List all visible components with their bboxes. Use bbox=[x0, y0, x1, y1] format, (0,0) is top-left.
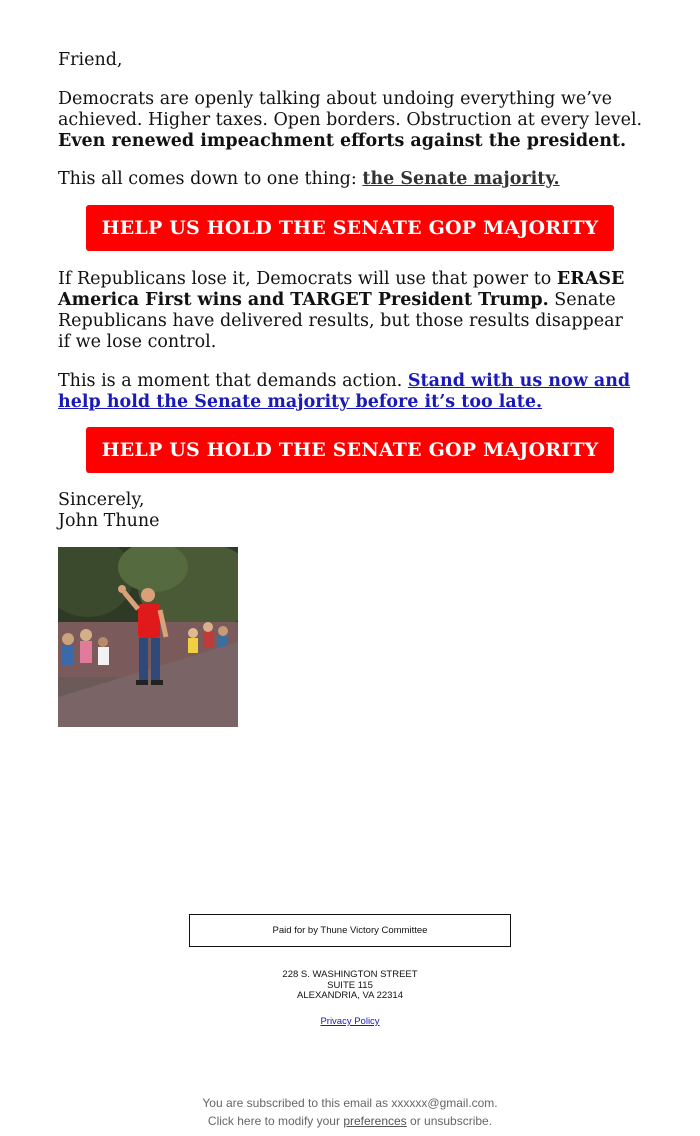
senate-majority-link[interactable]: the Senate majority. bbox=[362, 169, 560, 189]
address-line-2: SUITE 115 bbox=[327, 979, 373, 991]
paragraph-1 bbox=[58, 89, 648, 152]
modify-text-a: Click here to modify your bbox=[207, 1114, 344, 1128]
donate-button-1[interactable]: HELP US HOLD THE SENATE GOP MAJORITY bbox=[86, 205, 614, 251]
preferences-link[interactable]: preferences bbox=[343, 1114, 407, 1128]
paragraph-4-text: This is a moment that demands action. bbox=[58, 371, 408, 391]
paragraph-1-bold: Even renewed impeachment efforts against the president. bbox=[58, 131, 627, 151]
paragraph-2-text: This all comes down to one thing: bbox=[58, 169, 363, 189]
paragraph-1-text: Democrats are openly talking about undoing everything we’ve achieved. Higher taxes. Open borders. Obstruction at every level. bbox=[58, 89, 643, 130]
address-line-1: 228 S. WASHINGTON STREET bbox=[282, 969, 418, 980]
greeting: Friend, bbox=[58, 50, 123, 70]
subscribed-email-line: You are subscribed to this email as xxxxxx@gmail.com. bbox=[202, 1096, 498, 1110]
modify-preferences-line bbox=[0, 1112, 700, 1130]
paragraph-2 bbox=[58, 169, 560, 190]
modify-text-b: or unsubscribe. bbox=[406, 1114, 493, 1128]
paragraph-4 bbox=[58, 371, 648, 413]
subscription-notice bbox=[0, 1094, 700, 1130]
photo-illustration bbox=[58, 547, 238, 727]
stand-with-us-link[interactable]: Stand with us now and help hold the Senate majority before it’s too late. bbox=[58, 371, 631, 412]
donate-button-2[interactable]: HELP US HOLD THE SENATE GOP MAJORITY bbox=[86, 427, 614, 473]
paragraph-3-bold: ERASE America First wins and TARGET President Trump. bbox=[58, 269, 625, 310]
signoff-name: John Thune bbox=[58, 511, 160, 531]
privacy-policy-link[interactable]: Privacy Policy bbox=[320, 1016, 380, 1027]
paragraph-3-text-b: Senate Republicans have delivered results, but those results disappear if we lose control. bbox=[58, 290, 623, 352]
thune-photo bbox=[58, 547, 238, 727]
paragraph-3-text-a: If Republicans lose it, Democrats will use that power to bbox=[58, 269, 557, 289]
paragraph-3 bbox=[58, 269, 638, 353]
signoff bbox=[58, 490, 160, 532]
signoff-closing: Sincerely, bbox=[58, 490, 145, 510]
mailing-address bbox=[0, 970, 700, 1002]
address-line-3: ALEXANDRIA, VA 22314 bbox=[297, 990, 403, 1001]
privacy-policy-container bbox=[0, 1016, 700, 1027]
paid-for-box: Paid for by Thune Victory Committee bbox=[189, 914, 511, 947]
